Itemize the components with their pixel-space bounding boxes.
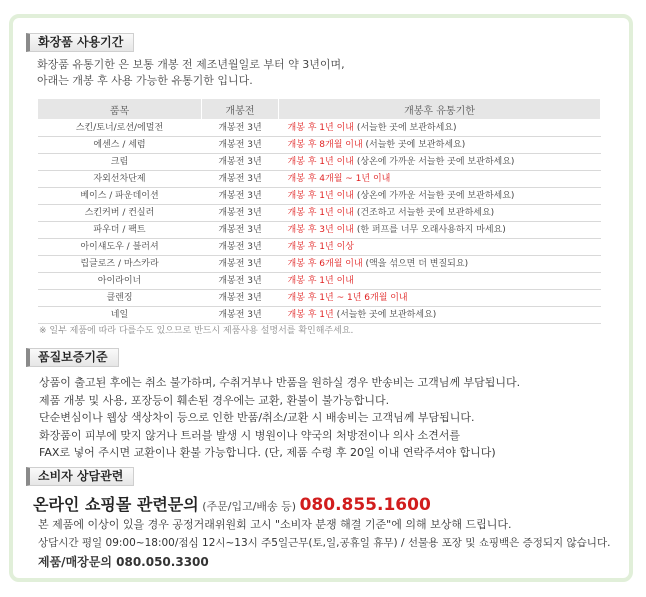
usage-table-header-row xyxy=(38,99,601,120)
usage-item-cell: 네일 xyxy=(38,307,202,324)
usage-item-cell: 스킨커버 / 컨실러 xyxy=(38,205,202,222)
usage-after-storage-note: (서늘한 곳에 보관하세요) xyxy=(362,139,466,150)
usage-after-cell xyxy=(279,239,601,256)
usage-after-cell xyxy=(279,154,601,171)
usage-table-row xyxy=(38,120,601,137)
usage-before-cell: 개봉전 3년 xyxy=(202,290,279,307)
usage-before-cell: 개봉전 3년 xyxy=(202,222,279,239)
usage-before-cell: 개봉전 3년 xyxy=(202,188,279,205)
usage-table-row xyxy=(38,154,601,171)
usage-after-storage-note: (서늘한 곳에 보관하세요) xyxy=(353,122,457,133)
quality-line: 제품 개봉 및 사용, 포장등이 훼손된 경우에는 교환, 환불이 불가능합니다. xyxy=(39,393,390,407)
quality-text xyxy=(39,374,520,462)
usage-after-storage-note: (상온에 가까운 서늘한 곳에 보관하세요) xyxy=(353,156,515,167)
usage-note: ※ 일부 제품에 따라 다를수도 있으므로 반드시 제품사용 설명서를 확인해주세요. xyxy=(39,326,354,336)
usage-item-cell: 에센스 / 세럼 xyxy=(38,137,202,154)
usage-after-period: 개봉 후 1년 이내 xyxy=(287,207,354,218)
usage-before-cell: 개봉전 3년 xyxy=(202,256,279,273)
usage-table-row xyxy=(38,188,601,205)
usage-section-heading: 화장품 사용기간 xyxy=(26,33,134,52)
usage-before-cell: 개봉전 3년 xyxy=(202,273,279,290)
usage-item-cell: 아이섀도우 / 블러셔 xyxy=(38,239,202,256)
usage-item-cell: 파우더 / 팩트 xyxy=(38,222,202,239)
usage-after-cell xyxy=(279,205,601,222)
usage-after-period: 개봉 후 4개월 ~ 1년 이내 xyxy=(287,173,391,184)
usage-item-cell: 베이스 / 파운데이션 xyxy=(38,188,202,205)
usage-intro xyxy=(37,57,345,89)
usage-before-cell: 개봉전 3년 xyxy=(202,239,279,256)
usage-after-period: 개봉 후 1년 이내 xyxy=(287,122,354,133)
quality-line: 화장품이 피부에 맞지 않거나 트러블 발생 시 병원이나 약국의 처방전이나 의사 소견서를 xyxy=(39,428,460,442)
usage-before-cell: 개봉전 3년 xyxy=(202,154,279,171)
quality-line: 단순변심이나 웹상 색상차이 등으로 인한 반품/취소/교환 시 배송비는 고객님께 부담됩니다. xyxy=(39,411,475,424)
usage-after-period: 개봉 후 8개월 이내 xyxy=(287,139,363,150)
usage-after-period: 개봉 후 3년 이내 xyxy=(287,224,354,235)
usage-after-cell xyxy=(279,120,601,137)
usage-table-row xyxy=(38,137,601,154)
usage-table-row xyxy=(38,171,601,188)
usage-after-cell xyxy=(279,222,601,239)
usage-after-period: 개봉 후 1년 이내 xyxy=(287,156,354,167)
usage-after-period: 개봉 후 6개월 이내 xyxy=(287,258,363,269)
usage-after-storage-note: (상온에 가까운 서늘한 곳에 보관하세요) xyxy=(353,190,515,201)
usage-item-cell: 아이라이너 xyxy=(38,273,202,290)
store-phone-number: 080.050.3300 xyxy=(116,555,209,569)
usage-after-cell xyxy=(279,256,601,273)
usage-item-cell: 스킨/토너/로션/에멀전 xyxy=(38,120,202,137)
usage-after-cell xyxy=(279,171,601,188)
quality-section-heading: 품질보증기준 xyxy=(26,348,119,367)
usage-after-period: 개봉 후 1년 이내 xyxy=(287,275,354,286)
usage-item-cell: 립글로즈 / 마스카라 xyxy=(38,256,202,273)
quality-line: FAX로 넣어 주시면 교환이나 환불 가능합니다. (단, 제품 수령 후 20일 이내 연락주셔야 합니다) xyxy=(39,446,496,459)
consult-title-sub: (주문/입고/배송 등) xyxy=(198,500,300,513)
usage-after-storage-note: (액을 섞으면 더 변질되요) xyxy=(362,258,469,269)
header-before-opening: 개봉전 xyxy=(202,99,279,120)
usage-table-row xyxy=(38,290,601,307)
consult-hours-text: 상담시간 평일 09:00~18:00/점심 12시~13시 주5일근무(토,일,공휴일 휴무) / 선물용 포장 및 쇼핑백은 증정되지 않습니다. xyxy=(38,537,611,549)
usage-before-cell: 개봉전 3년 xyxy=(202,307,279,324)
usage-item-cell: 크림 xyxy=(38,154,202,171)
usage-table xyxy=(37,98,601,324)
header-after-opening: 개봉후 유통기한 xyxy=(279,99,601,120)
quality-line: 상품이 출고된 후에는 취소 불가하며, 수취거부나 반품을 원하실 경우 반송비는 고객님께 부담됩니다. xyxy=(39,376,521,389)
usage-table-row xyxy=(38,273,601,290)
usage-after-cell xyxy=(279,188,601,205)
usage-table-row xyxy=(38,239,601,256)
consult-compensation-text: 본 제품에 이상이 있을 경우 공정거래위원회 고시 "소비자 분쟁 해결 기준"에 의해 보상해 드립니다. xyxy=(38,518,512,531)
usage-after-cell xyxy=(279,290,601,307)
usage-after-storage-note: (서늘한 곳에 보관하세요) xyxy=(333,309,437,320)
usage-after-cell xyxy=(279,137,601,154)
usage-intro-line: 아래는 개봉 후 사용 가능한 유통기한 입니다. xyxy=(37,74,253,87)
consult-title-text: 온라인 쇼핑몰 관련문의 xyxy=(33,495,199,514)
consult-title xyxy=(33,492,431,515)
usage-table-row xyxy=(38,205,601,222)
usage-before-cell: 개봉전 3년 xyxy=(202,171,279,188)
usage-after-storage-note: (한 퍼프를 너무 오래사용하지 마세요) xyxy=(353,224,506,235)
usage-after-period: 개봉 후 1년 ~ 1년 6개월 이내 xyxy=(287,292,408,303)
header-item: 품목 xyxy=(38,99,202,120)
usage-after-period: 개봉 후 1년 xyxy=(287,309,334,320)
usage-after-cell xyxy=(279,307,601,324)
store-inquiry-label: 제품/매장문의 xyxy=(38,555,117,569)
usage-table-row xyxy=(38,222,601,239)
usage-after-storage-note: (건조하고 서늘한 곳에 보관하세요) xyxy=(353,207,495,218)
usage-intro-line: 화장품 유통기한 은 보통 개봉 전 제조년월일로 부터 약 3년이며, xyxy=(37,58,345,71)
consult-section-heading: 소비자 상담관련 xyxy=(26,467,134,486)
usage-after-period: 개봉 후 1년 이상 xyxy=(287,241,354,252)
usage-before-cell: 개봉전 3년 xyxy=(202,120,279,137)
online-phone-number: 080.855.1600 xyxy=(299,495,431,515)
usage-after-period: 개봉 후 1년 이내 xyxy=(287,190,354,201)
usage-item-cell: 자외선차단제 xyxy=(38,171,202,188)
usage-table-row xyxy=(38,256,601,273)
usage-before-cell: 개봉전 3년 xyxy=(202,205,279,222)
store-inquiry xyxy=(38,553,209,570)
usage-table-row xyxy=(38,307,601,324)
usage-before-cell: 개봉전 3년 xyxy=(202,137,279,154)
usage-after-cell xyxy=(279,273,601,290)
usage-item-cell: 클렌징 xyxy=(38,290,202,307)
